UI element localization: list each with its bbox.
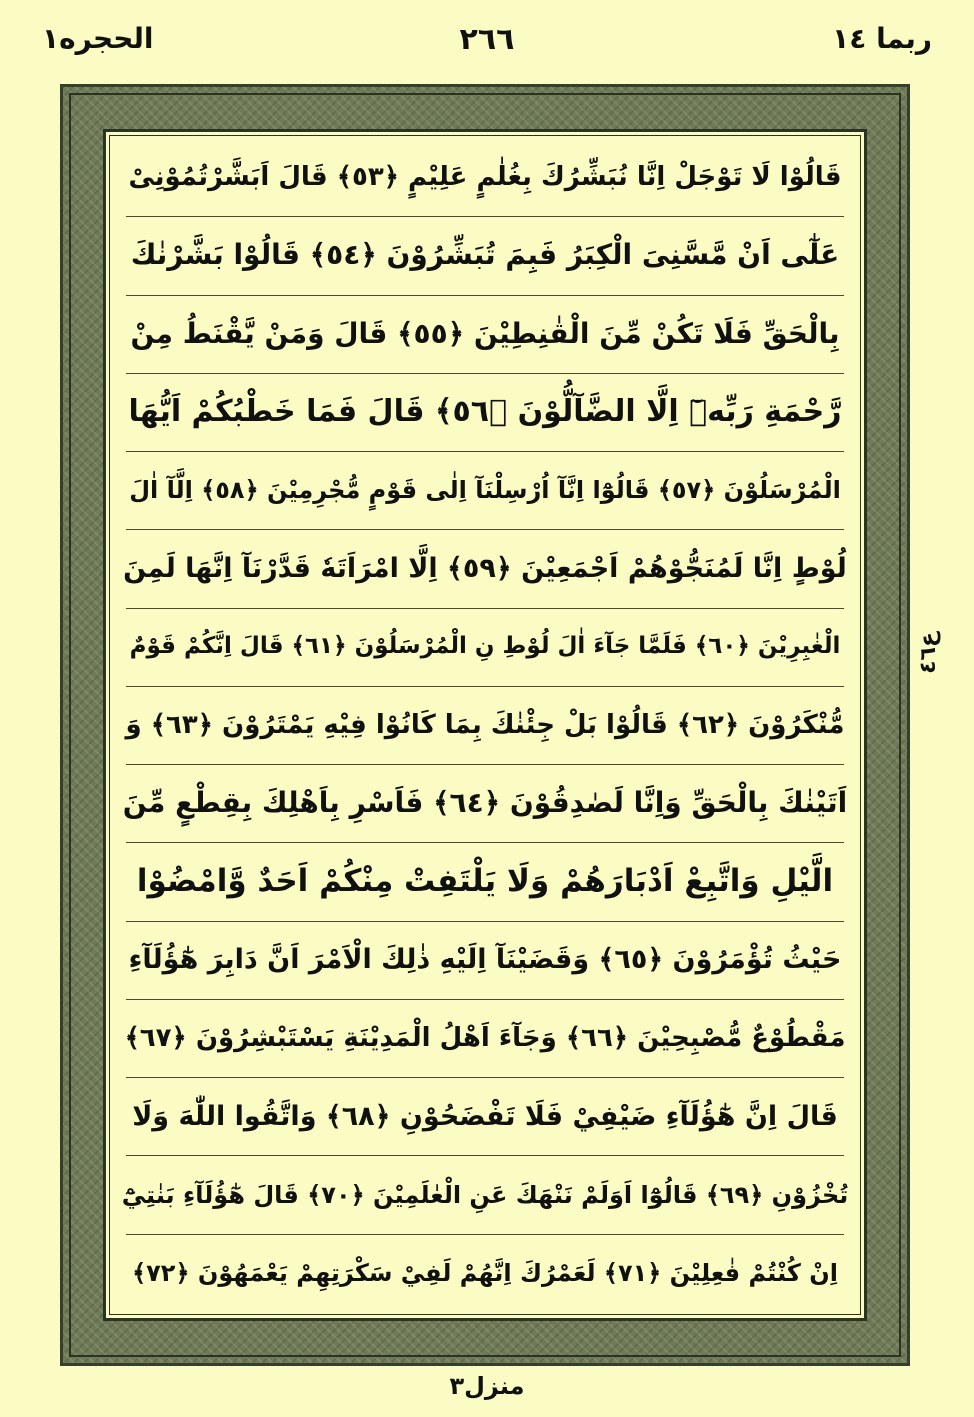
verse-line: لُوْطٍ اِنَّا لَمُنَجُّوْهُمْ اَجْمَعِيْنَ ﴿٥٩﴾ اِلَّا امْرَاَتَهٗ قَدَّرْنَآ اِنَّهَا لَمِنَ xyxy=(123,552,847,584)
verse-line: تُخْزُوْنِ ﴿٦٩﴾ قَالُوْٓا اَوَلَمْ نَنْهَكَ عَنِ الْعٰلَمِيْنَ ﴿٧٠﴾ قَالَ هٰٓؤُلَآءِ بَنٰتِيْٓ xyxy=(121,1180,849,1209)
text-panel xyxy=(103,129,867,1321)
line-separator xyxy=(126,842,844,843)
verse-line: قَالُوْا لَا تَوْجَلْ اِنَّا نُبَشِّرُكَ بِغُلٰمٍ عَلِيْمٍ ﴿٥٣﴾ قَالَ اَبَشَّرْتُمُوْنِىْ xyxy=(128,162,842,193)
verse-line: اِنْ كُنْتُمْ فٰعِلِيْنَ ﴿٧١﴾ لَعَمْرُكَ اِنَّهُمْ لَفِيْ سَكْرَتِهِمْ يَعْمَهُوْنَ ﴿٧٢﴾ xyxy=(132,1258,838,1287)
line-separator xyxy=(126,1077,844,1078)
page-number: ٢٦٦ xyxy=(459,22,515,57)
line-separator xyxy=(126,921,844,922)
line-separator xyxy=(126,686,844,687)
line-separator xyxy=(126,764,844,765)
verse-lines xyxy=(120,138,850,1312)
surah-name: الحجره١ xyxy=(42,22,154,55)
line-separator xyxy=(126,608,844,609)
para-name: ربما ١٤ xyxy=(832,22,932,55)
verse-line: عَلٰٓى اَنْ مَّسَّنِىَ الْكِبَرُ فَبِمَ تُبَشِّرُوْنَ ﴿٥٤﴾ قَالُوْا بَشَّرْنٰكَ xyxy=(130,238,840,272)
verse-line: الَّيْلِ وَاتَّبِعْ اَدْبَارَهُمْ وَلَا يَلْتَفِتْ مِنْكُمْ اَحَدٌ وَّامْضُوْا xyxy=(136,863,834,900)
verse-line: مَقْطُوْعٌ مُّصْبِحِيْنَ ﴿٦٦﴾ وَجَآءَ اَهْلُ الْمَدِيْنَةِ يَسْتَبْشِرُوْنَ ﴿٦٧﴾ xyxy=(124,1023,846,1054)
manzil-label: منزل٣ xyxy=(449,1372,525,1400)
line-separator xyxy=(126,216,844,217)
line-separator xyxy=(126,373,844,374)
verse-line: الْغٰبِرِيْنَ ﴿٦٠﴾ فَلَمَّا جَآءَ اٰلَ لُوْطِ نِ الْمُرْسَلُوْنَ ﴿٦١﴾ قَالَ اِنَّكُمْ قَوْمٌ xyxy=(129,633,841,660)
verse-line: الْمُرْسَلُوْنَ ﴿٥٧﴾ قَالُوْٓا اِنَّآ اُرْسِلْنَآ اِلٰى قَوْمٍ مُّجْرِمِيْنَ ﴿٥٨﴾ اِلَّآ اٰلَ xyxy=(129,476,841,505)
ornamental-border xyxy=(60,84,910,1366)
line-separator xyxy=(126,1155,844,1156)
verse-line: رَّحْمَةِ رَبِّهٖٓ اِلَّا الضَّآلُّوْنَ ﴿٥٦﴾ قَالَ فَمَا خَطْبُكُمْ اَيُّهَا xyxy=(128,393,842,429)
verse-line: بِالْحَقِّ فَلَا تَكُنْ مِّنَ الْقٰنِطِيْنَ ﴿٥٥﴾ قَالَ وَمَنْ يَّقْنَطُ مِنْ xyxy=(130,316,840,350)
line-separator xyxy=(126,451,844,452)
ruku-marker: ع٤٦ xyxy=(916,632,941,674)
verse-line: مُّنْكَرُوْنَ ﴿٦٢﴾ قَالُوْا بَلْ جِئْنٰكَ بِمَا كَانُوْا فِيْهِ يَمْتَرُوْنَ ﴿٦٣﴾ وَ xyxy=(125,709,845,740)
line-separator xyxy=(126,529,844,530)
line-separator xyxy=(126,295,844,296)
verse-line: قَالَ اِنَّ هٰٓؤُلَآءِ ضَيْفِيْ فَلَا تَفْضَحُوْنِ ﴿٦٨﴾ وَاتَّقُوا اللّٰهَ وَلَا xyxy=(132,1100,838,1132)
verse-line: حَيْثُ تُؤْمَرُوْنَ ﴿٦٥﴾ وَقَضَيْنَآ اِلَيْهِ ذٰلِكَ الْاَمْرَ اَنَّ دَابِرَ هٰٓؤُلَآءِ xyxy=(128,944,842,976)
line-separator xyxy=(126,999,844,1000)
verse-line: اَتَيْنٰكَ بِالْحَقِّ وَاِنَّا لَصٰدِقُوْنَ ﴿٦٤﴾ فَاَسْرِ بِاَهْلِكَ بِقِطْعٍ مِّنَ xyxy=(122,786,848,820)
line-separator xyxy=(126,1234,844,1235)
